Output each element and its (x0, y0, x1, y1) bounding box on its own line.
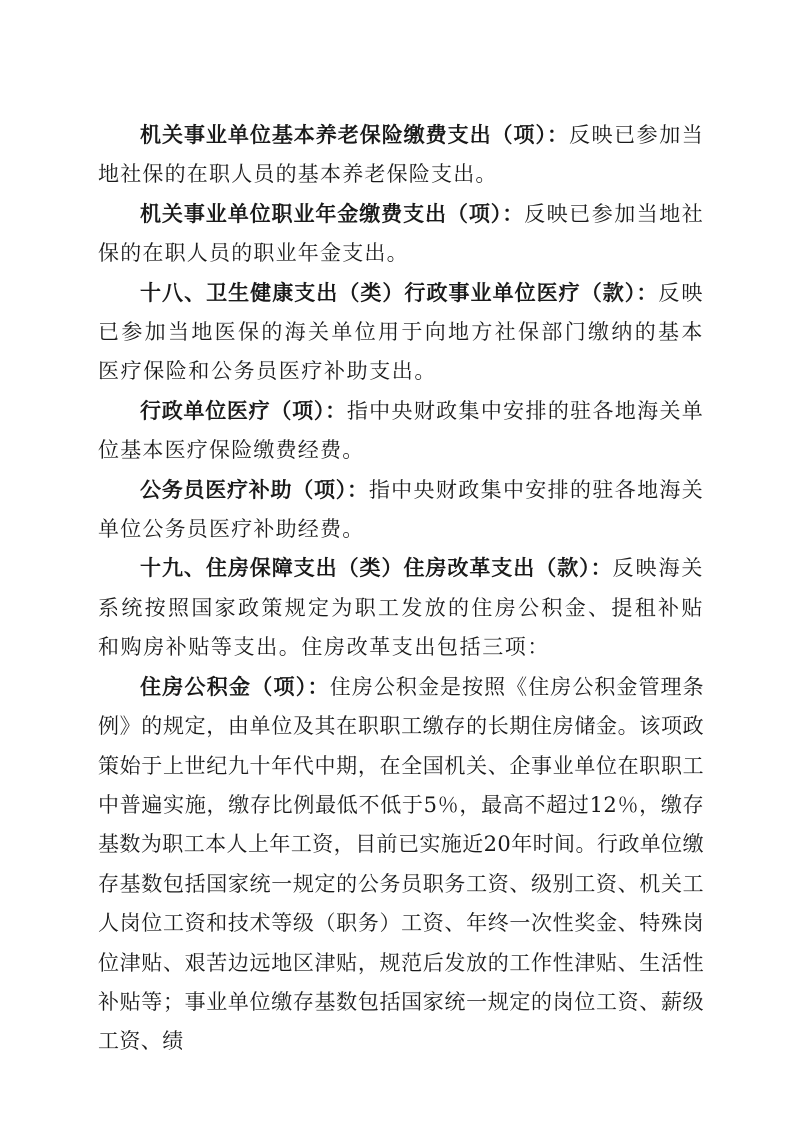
paragraph-text: 指中央财政集中安排的驻各地海关单位公务员医疗补助经费。 (98, 477, 704, 542)
paragraph-heading: 机关事业单位基本养老保险缴费支出（项）： (140, 123, 569, 147)
paragraph-text: 反映已参加当地社保的在职人员的基本养老保险支出。 (98, 123, 704, 187)
paragraph-heading: 十八、卫生健康支出（类）行政事业单位医疗（款）： (140, 280, 659, 305)
paragraph-text: 指中央财政集中安排的驻各地海关单位基本医疗保险缴费经费。 (98, 398, 705, 463)
paragraph-heading: 机关事业单位职业年金缴费支出（项）： (140, 201, 525, 226)
paragraph-heading: 住房公积金（项）： (140, 674, 330, 699)
paragraph-pension-insurance (98, 116, 704, 195)
paragraph-administrative-medical (98, 392, 704, 471)
paragraph-heading: 十九、住房保障支出（类）住房改革支出（款）： (140, 556, 613, 581)
paragraph-text: 反映海关系统按照国家政策规定为职工发放的住房公积金、提租补贴和购房补贴等支出。住房改革支出包括三项： (98, 556, 704, 660)
paragraph-text: 反映已参加当地社保的在职人员的职业年金支出。 (98, 201, 704, 266)
paragraph-occupational-annuity (98, 195, 704, 274)
paragraph-health-expenditure (98, 274, 704, 392)
paragraph-text: 反映已参加当地医保的海关单位用于向地方社保部门缴纳的基本医疗保险和公务员医疗补助支出。 (98, 280, 704, 384)
paragraph-housing-expenditure (98, 549, 704, 667)
paragraph-heading: 公务员医疗补助（项）： (140, 477, 369, 502)
paragraph-housing-provident-fund (98, 668, 704, 1062)
paragraph-text: 住房公积金是按照《住房公积金管理条例》的规定，由单位及其在职职工缴存的长期住房储金。该项政策始于上世纪九十年代中期，在全国机关、企事业单位在职职工中普遍实施，缴存比例最低不低于5％，最高不超过12％，缴存基数为职工本人上年工资，目前已实施近20年时间。行政单位缴存基数包括国家统一规定的公务员职务工资、级别工资、机关工人岗位工资和技术等级（职务）工资、年终一次性奖金、特殊岗位津贴、艰苦边远地区津贴，规范后发放的工作性津贴、生活性补贴等；事业单位缴存基数包括国家统一规定的岗位工资、薪级工资、绩 (98, 674, 704, 1054)
paragraph-heading: 行政单位医疗（项）： (140, 398, 347, 423)
paragraph-civil-servant-medical-subsidy (98, 471, 704, 550)
